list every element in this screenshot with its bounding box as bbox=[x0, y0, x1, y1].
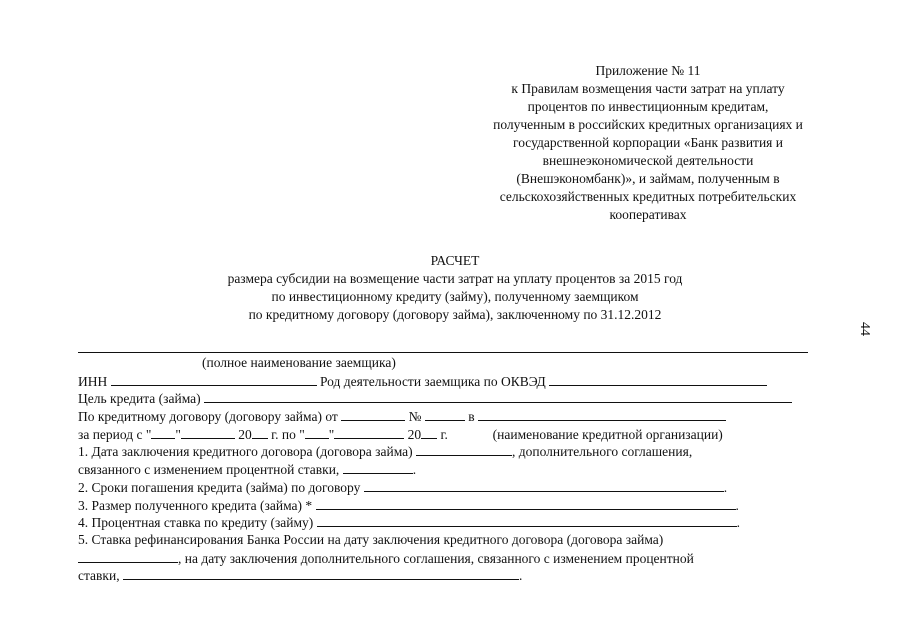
period-mark: . bbox=[723, 479, 728, 495]
item-5-row bbox=[78, 531, 818, 549]
item-5-row-2 bbox=[78, 549, 818, 567]
number-sign: № bbox=[408, 409, 422, 425]
purpose-label: Цель кредита (займа) bbox=[78, 391, 201, 407]
refinancing-rate-at-contract-field[interactable] bbox=[78, 549, 178, 563]
purpose-field[interactable] bbox=[204, 389, 792, 403]
item-1-label: 1. Дата заключения кредитного договора (договора займа) bbox=[78, 444, 413, 460]
item-3-row bbox=[78, 496, 818, 514]
item-5-label: 5. Ставка рефинансирования Банка России на дату заключения кредитного договора (договора займа) bbox=[78, 531, 664, 547]
century-label: 20 bbox=[407, 426, 422, 442]
contract-date-field[interactable] bbox=[341, 407, 405, 421]
period-row bbox=[78, 425, 818, 443]
appendix-line: процентов по инвестиционным кредитам, bbox=[527, 99, 769, 114]
appendix-header bbox=[472, 62, 824, 224]
period-end-day-field[interactable] bbox=[305, 425, 329, 439]
period-mark: . bbox=[412, 462, 417, 478]
bank-name-field[interactable] bbox=[478, 407, 726, 421]
appendix-line: сельскохозяйственных кредитных потребительских bbox=[499, 189, 797, 204]
item-1-continuation: , дополнительного соглашения, bbox=[512, 444, 693, 460]
contract-number-field[interactable] bbox=[425, 407, 465, 421]
quote-mark: " bbox=[175, 426, 181, 442]
item-2-label: 2. Сроки погашения кредита (займа) по договору bbox=[78, 479, 361, 495]
bank-caption: (наименование кредитной организации) bbox=[492, 426, 723, 442]
item-5-row-3 bbox=[78, 566, 818, 584]
borrower-name-field[interactable] bbox=[78, 352, 808, 353]
appendix-title: Приложение № 11 bbox=[595, 63, 701, 78]
contract-conclusion-date-field[interactable] bbox=[416, 442, 512, 456]
subsidy-form bbox=[78, 354, 818, 584]
okved-field[interactable] bbox=[549, 372, 767, 386]
item-4-row bbox=[78, 513, 818, 531]
borrower-caption: (полное наименование заемщика) bbox=[202, 355, 396, 370]
repayment-terms-field[interactable] bbox=[364, 478, 724, 492]
loan-amount-field[interactable] bbox=[316, 496, 736, 510]
appendix-line: к Правилам возмещения части затрат на уплату bbox=[511, 81, 785, 96]
item-1-row-2 bbox=[78, 460, 818, 478]
quote-mark: " bbox=[328, 426, 335, 442]
appendix-line: (Внешэкономбанк)», и займам, полученным в bbox=[516, 171, 780, 186]
period-mark: . bbox=[518, 568, 523, 584]
item-4-label: 4. Процентная ставка по кредиту (займу) bbox=[78, 515, 314, 531]
year-end-label: г. bbox=[440, 426, 448, 442]
period-prefix: за период с " bbox=[78, 426, 152, 442]
period-end-year-field[interactable] bbox=[421, 425, 437, 439]
item-5-label-3: ставки, bbox=[78, 568, 120, 584]
period-start-year-field[interactable] bbox=[252, 425, 268, 439]
item-5-continuation: , на дату заключения дополнительного соглашения, связанного с изменением процентной bbox=[178, 550, 694, 566]
contract-from-label: По кредитному договору (договору займа) от bbox=[78, 409, 338, 425]
calculation-subtitle-line: по инвестиционному кредиту (займу), полученному заемщиком bbox=[271, 289, 639, 304]
appendix-line: внешнеэкономической деятельности bbox=[542, 153, 754, 168]
century-label: 20 bbox=[238, 426, 252, 442]
item-1-label-2: связанного с изменением процентной ставки, bbox=[78, 462, 340, 478]
item-1-row bbox=[78, 442, 818, 460]
supplementary-agreement-date-field[interactable] bbox=[343, 460, 413, 474]
calculation-subtitle-line: по кредитному договору (договору займа), заключенному по 31.12.2012 bbox=[248, 307, 662, 322]
contract-row bbox=[78, 407, 818, 425]
calculation-subtitle-line: размера субсидии на возмещение части затрат на уплату процентов за 2015 год bbox=[227, 271, 683, 286]
period-end-month-field[interactable] bbox=[334, 425, 404, 439]
period-start-month-field[interactable] bbox=[181, 425, 235, 439]
refinancing-rate-at-supplement-field[interactable] bbox=[123, 566, 519, 580]
inn-label: ИНН bbox=[78, 373, 108, 389]
inn-row bbox=[78, 372, 818, 390]
interest-rate-field[interactable] bbox=[317, 513, 737, 527]
okved-label: Род деятельности заемщика по ОКВЭД bbox=[320, 373, 546, 389]
year-to-label: г. по " bbox=[271, 426, 305, 442]
appendix-line: государственной корпорации «Банк развития и bbox=[513, 135, 783, 150]
period-start-day-field[interactable] bbox=[151, 425, 175, 439]
purpose-row bbox=[78, 389, 818, 407]
in-label: в bbox=[468, 409, 475, 425]
appendix-line: кооперативах bbox=[609, 207, 687, 222]
calculation-heading bbox=[150, 252, 760, 324]
page-number: 44 bbox=[857, 322, 872, 336]
period-mark: . bbox=[735, 497, 739, 513]
calculation-title: РАСЧЕТ bbox=[430, 253, 480, 268]
item-3-label: 3. Размер полученного кредита (займа) * bbox=[78, 497, 313, 513]
appendix-line: полученным в российских кредитных организациях и bbox=[493, 117, 803, 132]
item-2-row bbox=[78, 478, 818, 496]
inn-field[interactable] bbox=[111, 372, 317, 386]
period-mark: . bbox=[736, 515, 741, 531]
